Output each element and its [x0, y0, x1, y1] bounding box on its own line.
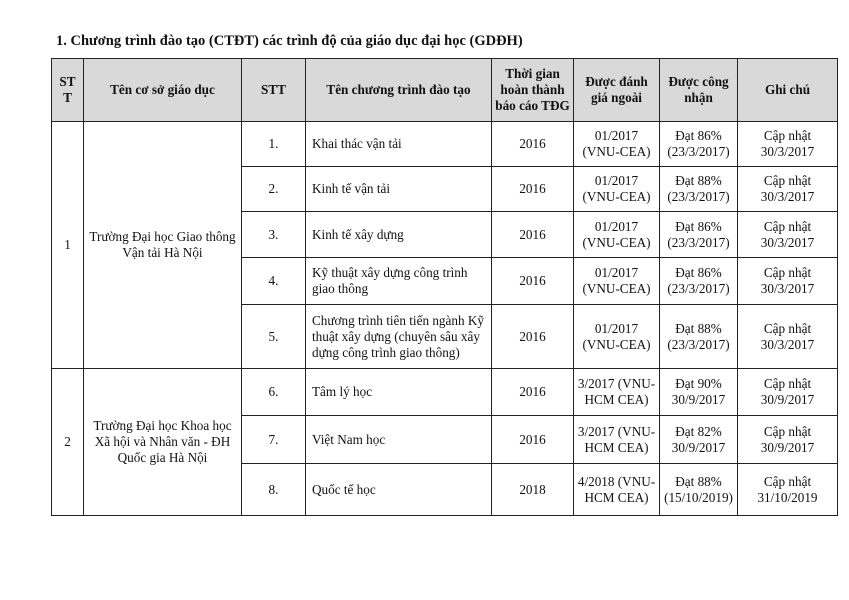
- note: Cập nhật 30/9/2017: [738, 416, 838, 464]
- external-evaluation: 01/2017 (VNU-CEA): [574, 122, 660, 167]
- external-evaluation: 3/2017 (VNU-HCM CEA): [574, 369, 660, 416]
- report-year: 2016: [492, 258, 574, 305]
- external-evaluation: 3/2017 (VNU-HCM CEA): [574, 416, 660, 464]
- report-year: 2016: [492, 305, 574, 369]
- report-year: 2016: [492, 212, 574, 258]
- col-header-external-evaluation: Được đánh giá ngoài: [574, 59, 660, 122]
- accreditation-result: Đạt 86% (23/3/2017): [660, 258, 738, 305]
- program-number: 2.: [242, 167, 306, 212]
- program-number: 1.: [242, 122, 306, 167]
- program-name: Kinh tế vận tải: [306, 167, 492, 212]
- program-number: 8.: [242, 464, 306, 516]
- note: Cập nhật 30/3/2017: [738, 167, 838, 212]
- external-evaluation: 01/2017 (VNU-CEA): [574, 212, 660, 258]
- report-year: 2016: [492, 167, 574, 212]
- note: Cập nhật 30/9/2017: [738, 369, 838, 416]
- col-header-note: Ghi chú: [738, 59, 838, 122]
- col-header-accredited: Được công nhận: [660, 59, 738, 122]
- group-number: 2: [52, 369, 84, 516]
- external-evaluation: 01/2017 (VNU-CEA): [574, 305, 660, 369]
- program-name: Kinh tế xây dựng: [306, 212, 492, 258]
- accreditation-result: Đạt 88% (23/3/2017): [660, 305, 738, 369]
- program-name: Quốc tế học: [306, 464, 492, 516]
- note: Cập nhật 30/3/2017: [738, 305, 838, 369]
- program-name: Chương trình tiên tiến ngành Kỹ thuật xây dựng (chuyên sâu xây dựng công trình giao thông): [306, 305, 492, 369]
- program-name: Kỹ thuật xây dựng công trình giao thông: [306, 258, 492, 305]
- note: Cập nhật 30/3/2017: [738, 212, 838, 258]
- program-number: 6.: [242, 369, 306, 416]
- report-year: 2018: [492, 464, 574, 516]
- accreditation-table: [51, 58, 838, 516]
- institution-name: Trường Đại học Giao thông Vận tải Hà Nội: [84, 122, 242, 369]
- note: Cập nhật 30/3/2017: [738, 122, 838, 167]
- program-number: 7.: [242, 416, 306, 464]
- external-evaluation: 4/2018 (VNU-HCM CEA): [574, 464, 660, 516]
- group-number: 1: [52, 122, 84, 369]
- accreditation-result: Đạt 88% (23/3/2017): [660, 167, 738, 212]
- table-row: [52, 369, 838, 416]
- program-number: 3.: [242, 212, 306, 258]
- report-year: 2016: [492, 369, 574, 416]
- program-number: 4.: [242, 258, 306, 305]
- col-header-stt-outer: ST T: [52, 59, 84, 122]
- report-year: 2016: [492, 122, 574, 167]
- report-year: 2016: [492, 416, 574, 464]
- external-evaluation: 01/2017 (VNU-CEA): [574, 167, 660, 212]
- accreditation-result: Đạt 90% 30/9/2017: [660, 369, 738, 416]
- note: Cập nhật 30/3/2017: [738, 258, 838, 305]
- accreditation-result: Đạt 86% (23/3/2017): [660, 122, 738, 167]
- accreditation-result: Đạt 88% (15/10/2019): [660, 464, 738, 516]
- program-name: Việt Nam học: [306, 416, 492, 464]
- accreditation-result: Đạt 86% (23/3/2017): [660, 212, 738, 258]
- col-header-stt: STT: [242, 59, 306, 122]
- program-name: Tâm lý học: [306, 369, 492, 416]
- note: Cập nhật 31/10/2019: [738, 464, 838, 516]
- table-row: [52, 122, 838, 167]
- header-row: [52, 59, 838, 122]
- institution-name: Trường Đại học Khoa học Xã hội và Nhân văn - ĐH Quốc gia Hà Nội: [84, 369, 242, 516]
- accreditation-result: Đạt 82% 30/9/2017: [660, 416, 738, 464]
- col-header-report-time: Thời gian hoàn thành báo cáo TĐG: [492, 59, 574, 122]
- col-header-program: Tên chương trình đào tạo: [306, 59, 492, 122]
- col-header-institution: Tên cơ sở giáo dục: [84, 59, 242, 122]
- program-name: Khai thác vận tải: [306, 122, 492, 167]
- program-number: 5.: [242, 305, 306, 369]
- section-heading: 1. Chương trình đào tạo (CTĐT) các trình độ của giáo dục đại học (GDĐH): [56, 33, 523, 49]
- external-evaluation: 01/2017 (VNU-CEA): [574, 258, 660, 305]
